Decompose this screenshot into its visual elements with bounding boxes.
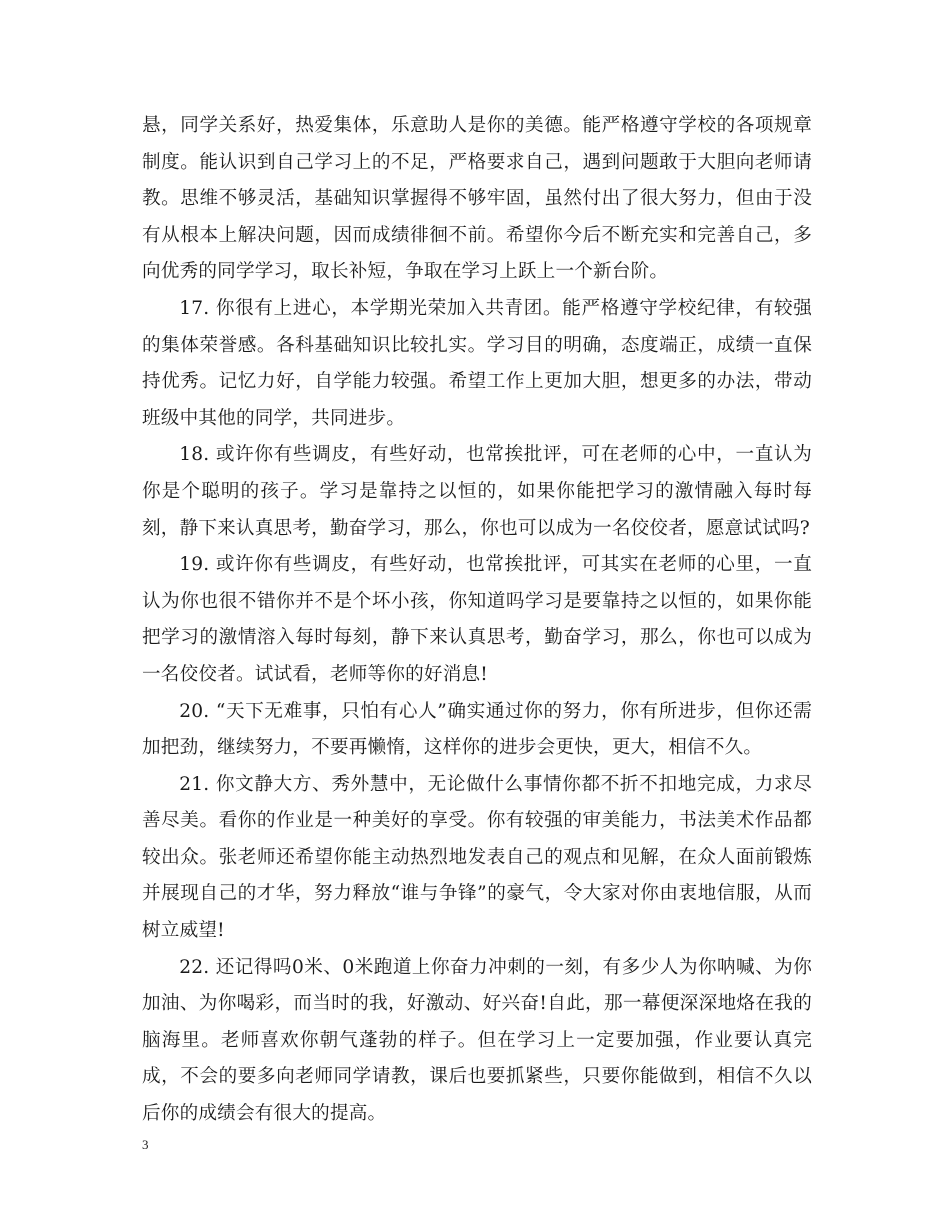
paragraph-continued: 悬，同学关系好，热爱集体，乐意助人是你的美德。能严格遵守学校的各项规章制度。能认识到自己学习上的不足，严格要求自己，遇到问题敢于大胆向老师请教。思维不够灵活，基础知识掌握得不够牢固，虽然付出了很大努力，但由于没有从根本上解决问题，因而成绩徘徊不前。希望你今后不断充实和完善自己，多向优秀的同学学习，取长补短，争取在学习上跃上一个新台阶。 [142,115,812,283]
paragraph-17: 17. 你很有上进心，本学期光荣加入共青团。能严格遵守学校纪律，有较强的集体荣誉感。各科基础知识比较扎实。学习目的明确，态度端正，成绩一直保持优秀。记忆力好，自学能力较强。希望工作上更加大胆，想更多的办法，带动班级中其他的同学，共同进步。 [142,297,812,429]
paragraph-22: 22. 还记得吗0米、0米跑道上你奋力冲刺的一刻，有多少人为你呐喊、为你加油、为你喝彩，而当时的我，好激动、好兴奋!自此，那一幕便深深地烙在我的脑海里。老师喜欢你朝气蓬勃的样子。但在学习上一定要加强，作业要认真完成，不会的要多向老师同学请教，课后也要抓紧些，只要你能做到，相信不久以后你的成绩会有很大的提高。 [142,956,812,1125]
paragraph-21: 21. 你文静大方、秀外慧中，无论做什么事情你都不折不扣地完成，力求尽善尽美。看你的作业是一种美好的享受。你有较强的审美能力，书法美术作品都较出众。张老师还希望你能主动热烈地发表自己的观点和见解，在众人面前锻炼并展现自己的才华，努力释放“谁与争锋”的豪气，令大家对你由衷地信服，从而树立威望! [142,773,812,942]
paragraph-18: 18. 或许你有些调皮，有些好动，也常挨批评，可在老师的心中，一直认为你是个聪明的孩子。学习是靠持之以恒的，如果你能把学习的激情融入每时每刻，静下来认真思考，勤奋学习，那么，你也可以成为一名佼佼者，愿意试试吗? [142,444,812,539]
page-number: 3 [142,1137,149,1152]
paragraph-19: 19. 或许你有些调皮，有些好动，也常挨批评，可其实在老师的心里，一直认为你也很不错你并不是个坏小孩，你知道吗学习是要靠持之以恒的，如果你能把学习的激情溶入每时每刻，静下来认真思考，勤奋学习，那么，你也可以成为一名佼佼者。试试看，老师等你的好消息! [142,554,812,685]
document-body [142,108,812,1133]
paragraph-20: 20. “天下无难事，只怕有心人”确实通过你的努力，你有所进步，但你还需加把劲，继续努力，不要再懒惰，这样你的进步会更快，更大，相信不久。 [142,700,812,759]
